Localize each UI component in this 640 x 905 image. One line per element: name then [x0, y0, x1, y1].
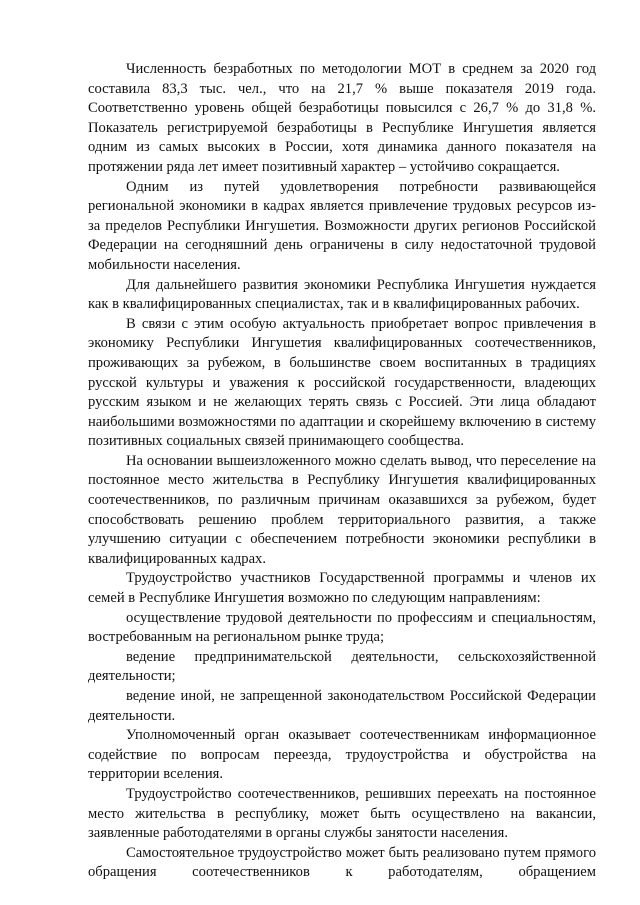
list-item-other-activity: ведение иной, не запрещенной законодательством Российской Федерации деятельности. [88, 688, 596, 724]
paragraph-compatriots-relevance: В связи с этим особую актуальность приобретает вопрос привлечения в экономику Республики Ингушетия квалифицированных соотечественников, проживающих за рубежом, в большинстве своем воспитанных в традициях русской культуры и уважения к российской государственности, владеющих русским языком и не желающих терять связь с Россией. Эти лица обладают наибольшими возможностями по адаптации и скорейшему включению в систему позитивных социальных связей принимающего сообщества. [88, 315, 596, 450]
paragraph-self-employment: Самостоятельное трудоустройство может быть реализовано путем прямого обращения соотечественников к работодателям, обращением [88, 844, 596, 881]
paragraph-unemployment-statistics: Численность безработных по методологии МОТ в среднем за 2020 год составила 83,3 тыс. чел., что на 21,7 % выше показателя 2019 года. Соответственно уровень общей безработицы повысился с 26,7 % до 31,8 %. Показатель регистрируемой безработицы в Республике Ингушетия является одним из самых высоких в России, хотя динамика данного показателя на протяжении ряда лет имеет позитивный характер – устойчиво сокращается. [88, 61, 596, 175]
paragraph-authorized-body: Уполномоченный орган оказывает соотечественникам информационное содействие по вопросам переезда, трудоустройства и обустройства на территории вселения. [88, 727, 596, 783]
paragraph-economy-needs: Для дальнейшего развития экономики Республика Ингушетия нуждается как в квалифицированных специалистах, так и в квалифицированных рабочих. [88, 276, 596, 313]
paragraph-labor-resources: Одним из путей удовлетворения потребности развивающейся региональной экономики в кадрах является привлечение трудовых ресурсов из-за пределов Республики Ингушетия. Возможности других регионов Российской Федерации на сегодняшний день ограничены в силу недостаточной трудовой мобильности населения. [88, 178, 596, 273]
paragraph-employment-directions: Трудоустройство участников Государственной программы и членов их семей в Республике Ингушетия возможно по следующим направлениям: [88, 570, 596, 607]
list-item-entrepreneurship: ведение предпринимательской деятельности, сельскохозяйственной деятельности; [88, 648, 596, 685]
list-item-labor-activity: осуществление трудовой деятельности по профессиям и специальностям, востребованным на региональном рынке труда; [88, 609, 596, 646]
paragraph-employment-vacancies: Трудоустройство соотечественников, решивших переехать на постоянное место жительства в республику, может быть осуществлено на вакансии, заявленные работодателями в органы службы занятости населения. [88, 785, 596, 842]
document-page [88, 60, 596, 883]
paragraph-conclusion: На основании вышеизложенного можно сделать вывод, что переселение на постоянное место жительства в Республику Ингушетия квалифицированных соотечественников, по различным причинам оказавшихся за рубежом, будет способствовать решению проблем территориального развития, а также улучшению ситуации с обеспечением потребности экономики республики в квалифицированных кадрах. [88, 452, 596, 567]
